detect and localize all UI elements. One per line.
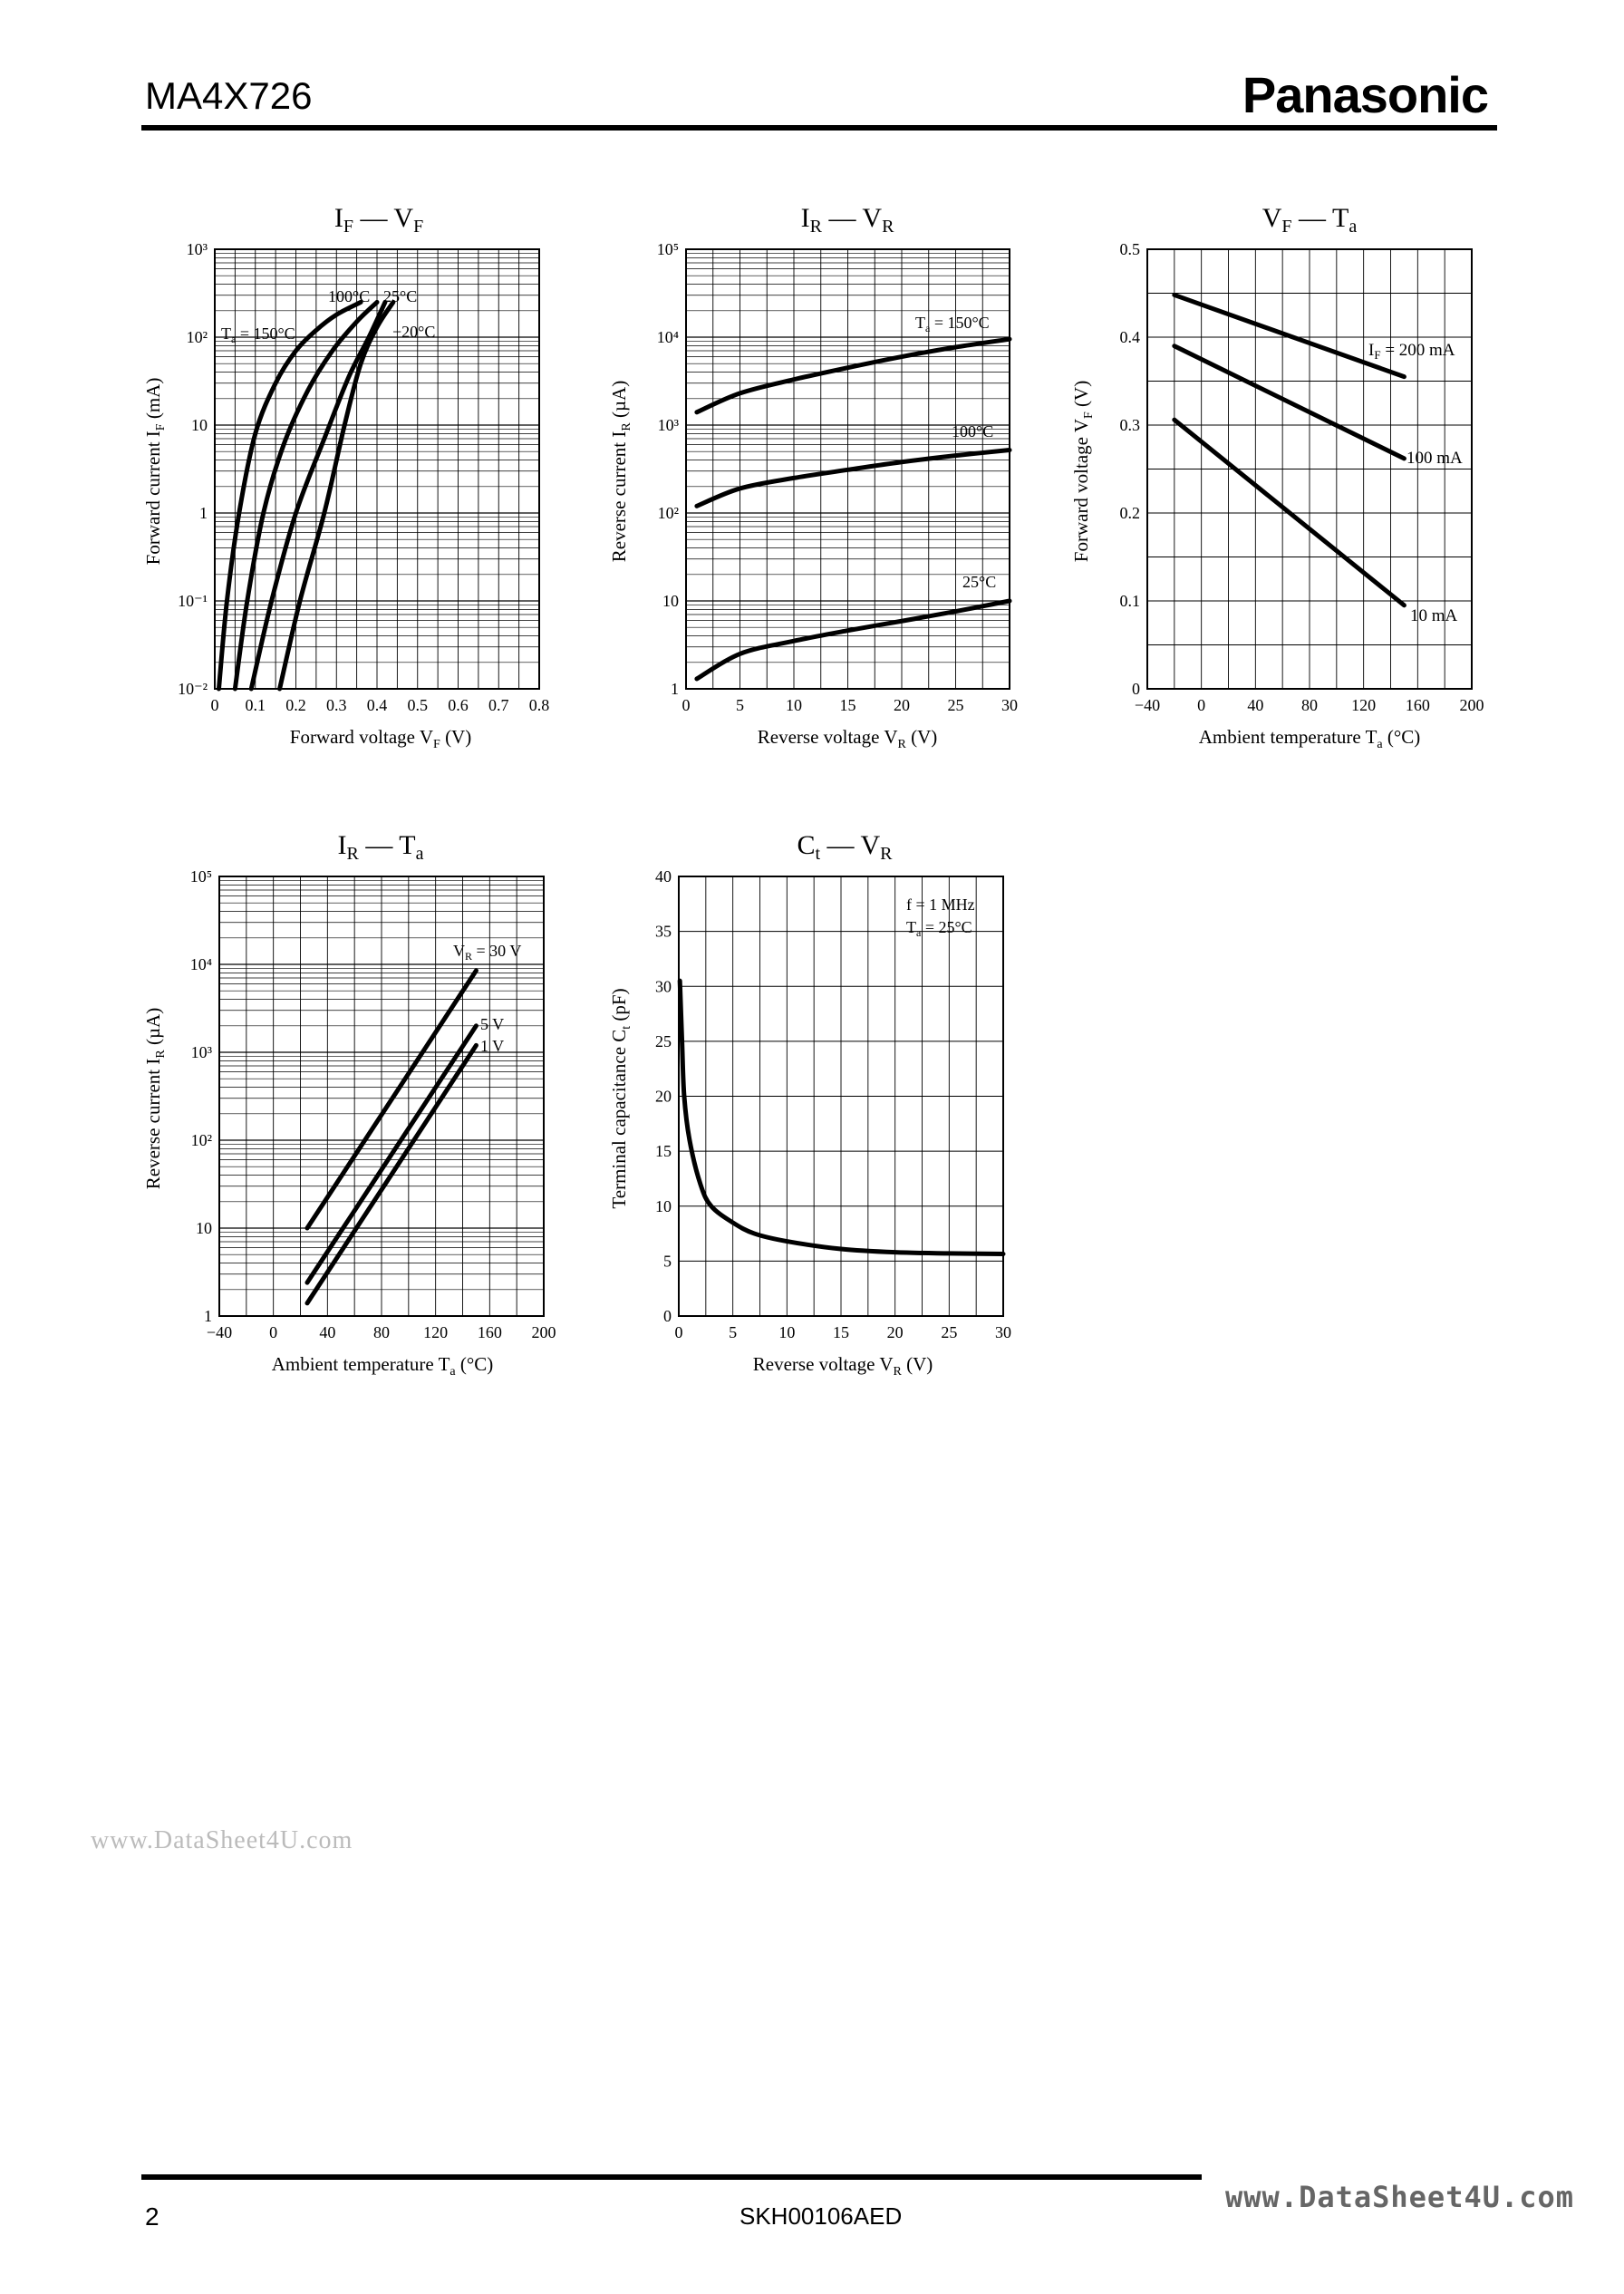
x-tick-label: 5 (736, 696, 744, 714)
part-number: MA4X726 (145, 74, 313, 117)
y-tick-label: 0.3 (1119, 416, 1140, 434)
annotation-5v: 5 V (480, 1015, 505, 1033)
x-tick-label: 0 (269, 1323, 278, 1341)
watermark-text: www.DataSheet4U.com (91, 1826, 353, 1854)
series-line (307, 971, 476, 1228)
x-tick-label: 15 (833, 1323, 849, 1341)
y-tick-label: 10³ (657, 416, 679, 434)
y-tick-label: 35 (655, 922, 672, 941)
annotation-1v: 1 V (480, 1037, 505, 1055)
brand-logo: Panasonic (1242, 66, 1488, 123)
series-line (307, 1045, 476, 1303)
x-tick-label: 80 (1301, 696, 1318, 714)
annotation-100ma: 100 mA (1406, 449, 1463, 468)
series-line (697, 339, 1010, 412)
x-axis-label: Ambient temperature $T_a$ (°C) (1198, 726, 1421, 751)
y-tick-label: 0.1 (1119, 592, 1140, 610)
y-tick-label: 10³ (190, 1043, 212, 1061)
y-tick-label: 0.2 (1119, 504, 1140, 522)
x-tick-label: 0 (210, 696, 219, 714)
chart-title: $I_R$ — $T_a$ (337, 830, 424, 864)
x-tick-label: 160 (477, 1323, 502, 1341)
x-tick-label: 10 (786, 696, 802, 714)
y-tick-label: 0.5 (1119, 240, 1140, 258)
x-tick-label: 0.2 (285, 696, 306, 714)
chart-title: $I_R$ — $V_R$ (800, 203, 894, 237)
x-tick-label: 25 (947, 696, 964, 714)
y-tick-label: 10² (657, 504, 679, 522)
x-tick-label: 0.5 (407, 696, 428, 714)
y-tick-label: 1 (671, 680, 679, 698)
x-tick-label: 0.4 (366, 696, 388, 714)
x-tick-label: −40 (1134, 696, 1161, 714)
y-tick-label: 20 (655, 1087, 672, 1106)
x-tick-label: 25 (941, 1323, 958, 1341)
x-axis-label: Reverse voltage $V_R$ (V) (757, 726, 938, 751)
x-tick-label: −40 (206, 1323, 233, 1341)
x-tick-label: 0 (682, 696, 691, 714)
footer-watermark: www.DataSheet4U.com (1225, 2180, 1575, 2214)
document-code: SKH00106AED (740, 2202, 903, 2230)
y-axis-label: Forward voltage $V_F$ (V) (1070, 380, 1096, 563)
y-tick-label: 10² (190, 1131, 212, 1149)
y-tick-label: 10⁵ (656, 240, 679, 258)
y-tick-label: 10⁴ (656, 328, 679, 346)
x-tick-label: 30 (1001, 696, 1018, 714)
y-tick-label: 10⁻¹ (178, 592, 208, 610)
y-tick-label: 10 (196, 1219, 212, 1237)
x-tick-label: 0 (1197, 696, 1206, 714)
chart-ir-vr (598, 199, 1024, 761)
chart-vf-ta (1060, 199, 1495, 761)
y-tick-label: 10⁴ (189, 955, 212, 973)
y-tick-label: 30 (655, 977, 672, 996)
series-line (697, 601, 1010, 679)
x-axis-label: Ambient temperature $T_a$ (°C) (271, 1353, 494, 1379)
series-line (680, 981, 1003, 1253)
x-axis-label: Reverse voltage $V_R$ (V) (752, 1353, 933, 1379)
annotation-150: $T_a = 150^\circ C$ (915, 314, 990, 334)
y-tick-label: 25 (655, 1031, 672, 1050)
chart-title: $C_t$ — $V_R$ (797, 830, 893, 864)
x-tick-label: 0.1 (245, 696, 266, 714)
annotation-25: 25°C (962, 573, 997, 591)
x-tick-label: 30 (995, 1323, 1011, 1341)
chart-title: $I_F$ — $V_F$ (334, 203, 424, 237)
series-line (1174, 420, 1405, 605)
y-axis-label: Terminal capacitance $C_t$ (pF) (608, 988, 633, 1209)
x-tick-label: 40 (1247, 696, 1264, 714)
annotation-neg20: −20°C (392, 323, 436, 341)
annotation-100: 100°C (952, 422, 994, 440)
y-tick-label: 1 (199, 504, 208, 522)
annotation-25: 25°C (383, 287, 418, 305)
x-tick-label: 80 (373, 1323, 390, 1341)
annotation-30v: $V_R = 30$ V (453, 942, 522, 963)
x-tick-label: 120 (1351, 696, 1377, 714)
x-tick-label: 10 (778, 1323, 796, 1341)
chart-title: $V_F$ — $T_a$ (1262, 203, 1358, 237)
y-tick-label: 10 (662, 592, 679, 610)
y-tick-label: 5 (663, 1252, 672, 1271)
x-tick-label: 200 (531, 1323, 556, 1341)
y-tick-label: 1 (204, 1307, 212, 1325)
x-axis-label: Forward voltage $V_F$ (V) (289, 726, 472, 751)
series-line (697, 450, 1010, 507)
annotation-temp: $T_a = 25^\circ C$ (906, 918, 972, 939)
annotation-200ma: $I_F = 200$ mA (1368, 341, 1455, 362)
y-tick-label: 10 (191, 416, 208, 434)
y-tick-label: 10 (655, 1196, 672, 1215)
x-tick-label: 120 (423, 1323, 449, 1341)
y-tick-label: 0.4 (1119, 328, 1140, 346)
y-tick-label: 15 (655, 1142, 672, 1161)
annotation-150: $T_a = 150^\circ C$ (221, 324, 295, 345)
y-axis-label: Reverse current $I_R$ (µA) (142, 1007, 168, 1190)
y-tick-label: 40 (655, 867, 672, 886)
y-tick-label: 10² (186, 328, 208, 346)
chart-if-vf (136, 199, 562, 761)
x-tick-label: 200 (1459, 696, 1484, 714)
x-tick-label: 0.7 (488, 696, 509, 714)
chart-ir-ta (136, 827, 571, 1389)
series-line (307, 1026, 476, 1283)
x-tick-label: 15 (839, 696, 856, 714)
y-tick-label: 10⁻² (178, 680, 208, 698)
x-tick-label: 0.6 (448, 696, 469, 714)
footer-rule (141, 2174, 1202, 2180)
annotation-freq: f = 1 MHz (906, 895, 975, 914)
x-tick-label: 20 (886, 1323, 904, 1341)
y-axis-label: Reverse current $I_R$ (µA) (608, 380, 633, 563)
y-tick-label: 10⁵ (189, 867, 212, 886)
x-tick-label: 0.8 (528, 696, 550, 714)
chart-ct-vr (598, 827, 1033, 1389)
x-tick-label: 40 (319, 1323, 336, 1341)
y-tick-label: 10³ (186, 240, 208, 258)
header-rule (141, 125, 1497, 131)
annotation-100: 100°C (328, 287, 371, 305)
y-axis-label: Forward current $I_F$ (mA) (142, 377, 168, 566)
x-tick-label: 0.3 (326, 696, 347, 714)
x-tick-label: 20 (894, 696, 910, 714)
y-tick-label: 0 (1132, 680, 1140, 698)
page-number: 2 (145, 2202, 160, 2231)
y-tick-label: 0 (663, 1307, 672, 1325)
x-tick-label: 5 (729, 1323, 738, 1341)
x-tick-label: 160 (1405, 696, 1430, 714)
annotation-10ma: 10 mA (1410, 606, 1458, 625)
series-line (251, 302, 385, 689)
x-tick-label: 0 (674, 1323, 683, 1341)
series-line (218, 302, 361, 689)
